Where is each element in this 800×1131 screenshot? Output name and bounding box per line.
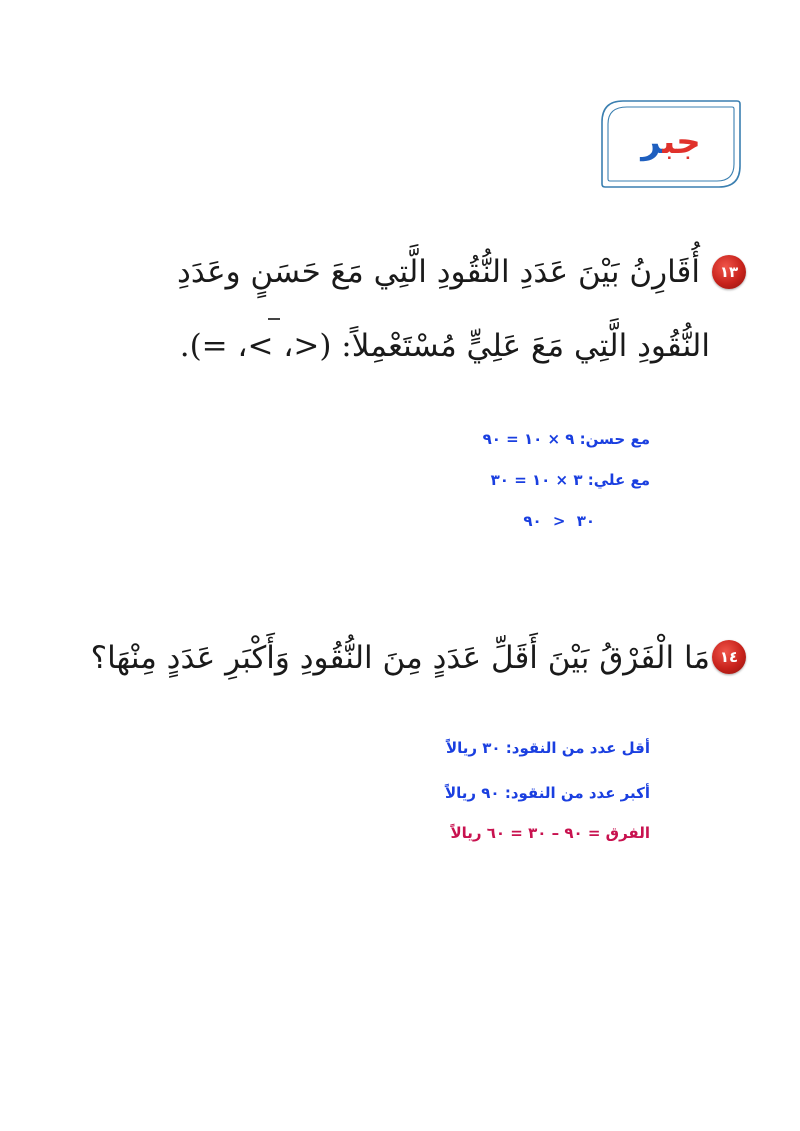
badge-title-part1: جب xyxy=(662,122,701,162)
algebra-badge xyxy=(601,100,741,188)
answer-least: أقل عدد من النقود: ٣٠ ريالاً xyxy=(445,739,650,757)
question-13-text-line1: أُقَارِنُ بَيْنَ عَدَدِ النُّقُودِ الَّتِي مَعَ حَسَنٍ وعَدَدِ xyxy=(177,254,700,290)
badge-title xyxy=(601,120,741,164)
question-14-number: ١٤ xyxy=(712,640,746,674)
question-13-text-line2: النُّقُودِ الَّتِي مَعَ عَلِيٍّ مُسْتَعْمِلاً: (<، >، =). xyxy=(179,328,710,364)
badge-title-part2: ر xyxy=(641,122,663,162)
answer-hassan: مع حسن: ٩ × ١٠ = ٩٠ xyxy=(482,430,650,448)
question-13-number: ١٣ xyxy=(712,255,746,289)
answer-difference: الفرق = ٩٠ – ٣٠ = ٦٠ ريالاً xyxy=(450,824,650,842)
answer-comparison: ٣٠ < ٩٠ xyxy=(523,512,595,530)
question-14-text: مَا الْفَرْقُ بَيْنَ أَقَلِّ عَدَدٍ مِنَ النُّقُودِ وَأَكْبَرِ عَدَدٍ مِنْهَا؟ xyxy=(90,640,710,676)
answer-ali: مع علي: ٣ × ١٠ = ٣٠ xyxy=(490,471,650,489)
answer-most: أكبر عدد من النقود: ٩٠ ريالاً xyxy=(444,784,650,802)
